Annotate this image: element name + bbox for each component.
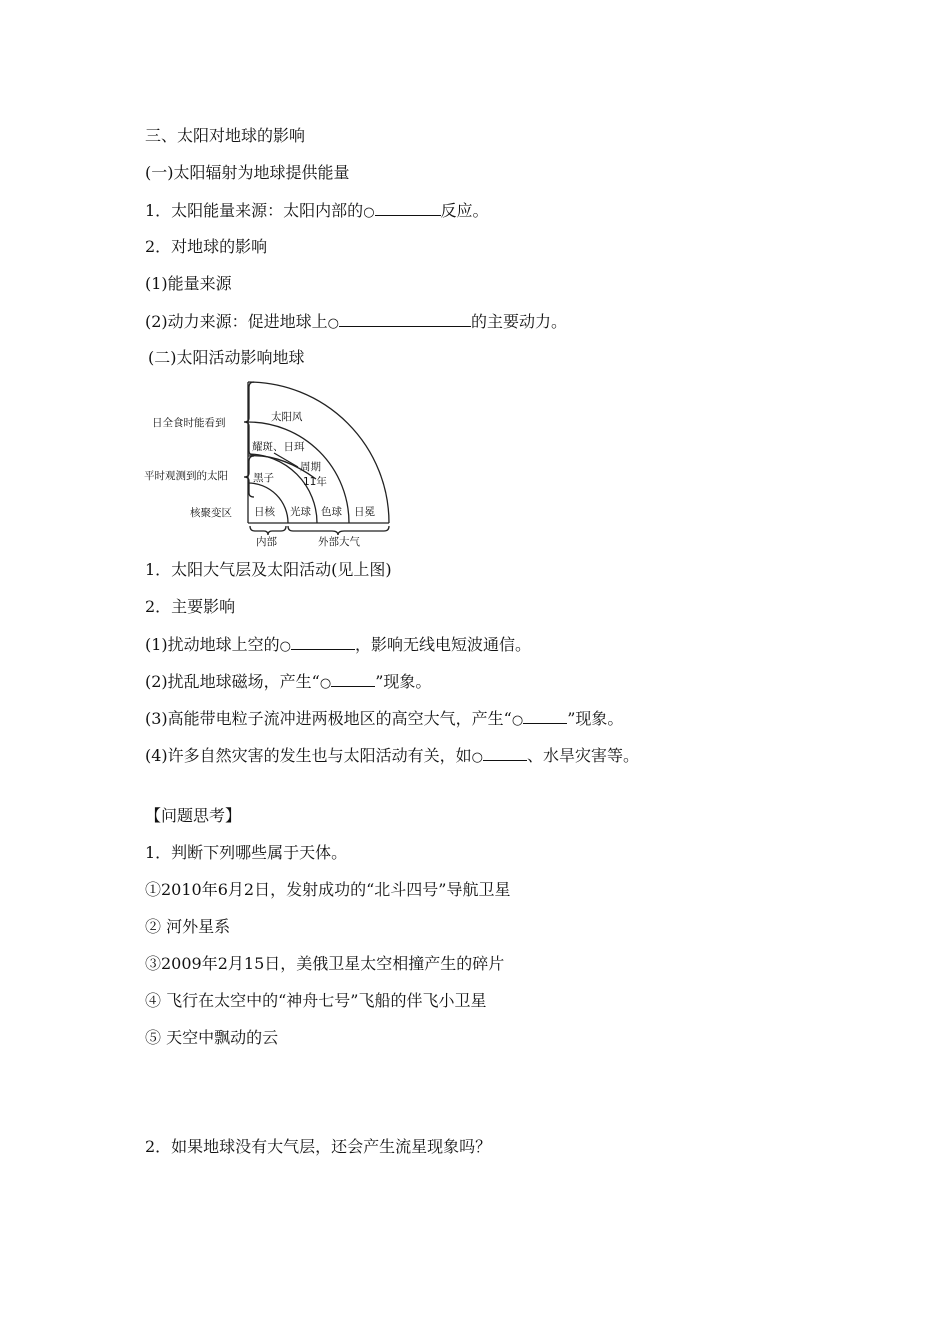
effect-disaster-text: (4)许多自然灾害的发生也与太阳活动有关，如 [145, 746, 472, 765]
label-total-eclipse: 日全食时能看到 [152, 417, 226, 429]
fill-blank[interactable] [375, 200, 441, 216]
region-cycle: 周期 [300, 461, 321, 473]
layer-core: 日核 [254, 506, 275, 518]
effect-magnetic-text: (2)扰乱地球磁场，产生“ [145, 672, 320, 691]
power-source-line [145, 311, 567, 334]
section-title: 三、太阳对地球的影响 [145, 126, 306, 145]
fill-blank[interactable] [339, 311, 471, 327]
region-sunspots: 黑子 [253, 472, 274, 484]
effect-aurora-line [145, 708, 623, 731]
energy-source-item: (1)能量来源 [145, 274, 232, 293]
fill-blank[interactable] [483, 745, 527, 761]
fill-blank[interactable] [291, 634, 355, 650]
label-visible-sun: 平时观测到的太阳 [144, 470, 228, 482]
question-1-option-4: ④ 飞行在太空中的“神舟七号”飞船的伴飞小卫星 [145, 991, 487, 1010]
fill-blank[interactable] [331, 671, 375, 687]
circle-marker: ○ [327, 316, 340, 331]
effect-magnetic-tail: ”现象。 [375, 672, 432, 691]
fill-blank[interactable] [523, 708, 567, 724]
effects-item-1: 1．太阳大气层及太阳活动(见上图) [145, 560, 392, 579]
effects-item-2: 2．主要影响 [145, 597, 236, 616]
layer-corona: 日冕 [354, 506, 375, 518]
question-1: 1．判断下列哪些属于天体。 [145, 843, 348, 862]
circle-marker: ○ [363, 205, 375, 220]
label-fusion-zone: 核聚变区 [190, 507, 232, 519]
energy-source-text: 1．太阳能量来源：太阳内部的 [145, 201, 364, 220]
energy-source-tail: 反应。 [440, 201, 489, 220]
label-outer-atmosphere: 外部大气 [318, 536, 360, 548]
region-solar-wind: 太阳风 [271, 411, 303, 423]
energy-source-line [145, 200, 489, 223]
effect-ionosphere-line [145, 634, 531, 657]
subsection-solar-radiation: (一)太阳辐射为地球提供能量 [145, 163, 350, 182]
brace-interior [250, 526, 286, 535]
circle-marker: ○ [279, 639, 292, 654]
questions-heading: 【问题思考】 [145, 806, 242, 825]
effect-magnetic-line [145, 671, 431, 694]
region-11-years: 11年 [303, 476, 327, 488]
sun-structure-diagram [140, 375, 400, 550]
question-1-option-3: ③2009年2月15日，美俄卫星太空相撞产生的碎片 [145, 954, 505, 973]
effect-aurora-tail: ”现象。 [567, 709, 624, 728]
question-1-option-1: ①2010年6月2日，发射成功的“北斗四号”导航卫星 [145, 880, 511, 899]
effect-disaster-tail: 、水旱灾害等。 [527, 746, 640, 765]
power-source-tail: 的主要动力。 [471, 312, 568, 331]
layer-chromosphere: 色球 [321, 506, 342, 518]
effect-ionosphere-text: (1)扰动地球上空的 [145, 635, 280, 654]
region-flares-prominences: 耀斑、日珥 [252, 441, 305, 453]
effect-ionosphere-tail: ，影响无线电短波通信。 [355, 635, 532, 654]
label-interior: 内部 [256, 536, 277, 548]
subsection-solar-activity: (二)太阳活动影响地球 [148, 348, 305, 367]
circle-marker: ○ [511, 713, 524, 728]
effect-disaster-line [145, 745, 639, 768]
power-source-text: (2)动力来源：促进地球上 [145, 312, 328, 331]
effect-on-earth-heading: 2．对地球的影响 [145, 237, 268, 256]
layer-photosphere: 光球 [290, 506, 311, 518]
question-1-option-5: ⑤ 天空中飘动的云 [145, 1028, 279, 1047]
effect-aurora-text: (3)高能带电粒子流冲进两极地区的高空大气，产生“ [145, 709, 512, 728]
question-1-option-2: ② 河外星系 [145, 917, 231, 936]
circle-marker: ○ [471, 750, 484, 765]
brace-outer-atmosphere [288, 526, 389, 535]
question-2: 2．如果地球没有大气层，还会产生流星现象吗？ [145, 1137, 492, 1156]
circle-marker: ○ [319, 676, 332, 691]
